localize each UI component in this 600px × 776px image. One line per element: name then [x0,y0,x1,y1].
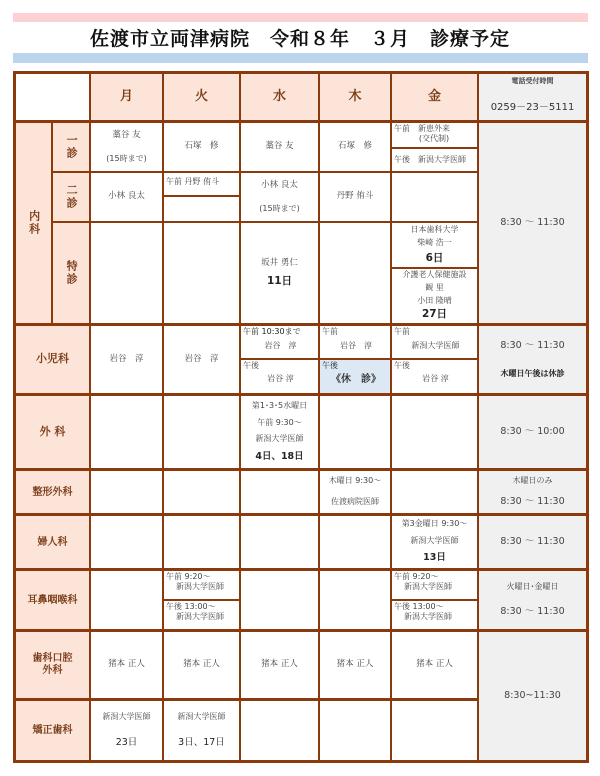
subdept-ichi: 一診 [53,123,89,171]
kyosei-wed [241,701,318,760]
corner-cell [16,74,89,120]
shika-wed: 猪本 正人 [241,632,318,698]
seikei-thu: 木曜日 9:30～ 佐渡病院医師 [320,471,390,513]
naika-toku-mon [91,223,162,323]
naika-ni-mon: 小林 良太 [91,173,162,221]
naika-ichi-mon: 藁谷 友 (15時まで) [91,123,162,171]
dept-fujin: 婦人科 [16,516,89,568]
geka-tue [164,396,239,468]
jibi-thu [320,571,390,629]
geka-wed: 第1･3･5水曜日 午前 9:30～ 新潟大学医師 4日、18日 [241,396,318,468]
geka-mon [91,396,162,468]
naika-toku-thu [320,223,390,323]
naika-ichi-wed: 藁谷 友 [241,123,318,171]
top-pink-bar [13,13,588,22]
shika-hours: 8:30~11:30 [479,632,586,760]
fujin-hours: 8:30 ～ 11:30 [479,516,586,568]
day-header-tue: 火 [164,74,239,120]
shoni-wed-pm: 午後 岩谷 淳 [241,360,318,393]
naika-toku-fri-2: 介護老人保健施設 観 里 小田 隆晴 27日 [392,269,477,323]
jibi-hours: 火曜日･金曜日 8:30 ～ 11:30 [479,571,586,629]
shoni-thu-am: 午前 岩谷 淳 [320,326,390,358]
dept-shika: 歯科口腔 外科 [16,632,89,698]
phone-label: 電話受付時間 [511,77,554,85]
naika-ichi-thu: 石塚 修 [320,123,390,171]
fujin-thu [320,516,390,568]
fujin-mon [91,516,162,568]
jibi-wed [241,571,318,629]
naika-hours: 8:30 ～ 11:30 [479,123,586,323]
schedule-table [13,71,589,763]
shoni-thu-pm-closed: 午後 《休 診》 [320,360,390,393]
dept-kyosei: 矯正歯科 [16,701,89,760]
shoni-fri-pm: 午後 岩谷 淳 [392,360,477,393]
subdept-ni: 二診 [53,173,89,221]
shoni-hours: 8:30 ～ 11:30 木曜日午後は休診 [479,326,586,393]
naika-toku-tue [164,223,239,323]
naika-ni-wed: 小林 良太 (15時まで) [241,173,318,221]
fujin-wed [241,516,318,568]
kyosei-mon: 新潟大学医師 23日 [91,701,162,760]
geka-fri [392,396,477,468]
fujin-tue [164,516,239,568]
day-header-thu: 木 [320,74,390,120]
seikei-fri [392,471,477,513]
jibi-tue-am: 午前 9:20～ 新潟大学医師 [164,571,239,599]
fujin-fri: 第3金曜日 9:30～ 新潟大学医師 13日 [392,516,477,568]
seikei-mon [91,471,162,513]
naika-ichi-fri-am: 午前 新患外来 (交代制) [392,123,477,147]
shoni-fri-am: 午前 新潟大学医師 [392,326,477,358]
shika-tue: 猪本 正人 [164,632,239,698]
kyosei-fri [392,701,477,760]
naika-ni-fri [392,173,477,221]
shoni-tue: 岩谷 淳 [164,326,239,393]
day-header-mon: 月 [91,74,162,120]
page-title: 佐渡市立両津病院 令和８年 ３月 診療予定 [89,28,510,50]
shoni-mon: 岩谷 淳 [91,326,162,393]
day-header-fri: 金 [392,74,477,120]
dept-jibi: 耳鼻咽喉科 [16,571,89,629]
dept-geka: 外 科 [16,396,89,468]
phone-number: 0259－23－5111 [490,102,575,113]
seikei-hours: 木曜日のみ 8:30 ～ 11:30 [479,471,586,513]
shoni-wed-am: 午前 10:30まで 岩谷 淳 [241,326,318,358]
dept-naika: 内科 [16,123,51,323]
jibi-tue-pm: 午後 13:00～ 新潟大学医師 [164,601,239,629]
day-header-wed: 水 [241,74,318,120]
kyosei-thu [320,701,390,760]
seikei-tue [164,471,239,513]
naika-ichi-tue: 石塚 修 [164,123,239,171]
seikei-wed [241,471,318,513]
geka-thu [320,396,390,468]
jibi-fri-pm: 午後 13:00～ 新潟大学医師 [392,601,477,629]
naika-toku-wed: 坂井 勇仁 11日 [241,223,318,323]
subdept-toku: 特診 [53,223,89,323]
title-blue-bar [13,53,588,63]
shika-thu: 猪本 正人 [320,632,390,698]
jibi-fri-am: 午前 9:20～ 新潟大学医師 [392,571,477,599]
shika-fri: 猪本 正人 [392,632,477,698]
shika-mon: 猪本 正人 [91,632,162,698]
kyosei-tue: 新潟大学医師 3日、17日 [164,701,239,760]
naika-ni-tue-am: 午前 丹野 侑斗 [164,173,239,195]
naika-toku-fri-1: 日本歯科大学 柴崎 浩一 6日 [392,223,477,267]
jibi-mon [91,571,162,629]
dept-shoni: 小児科 [16,326,89,393]
naika-ni-tue-pm [164,197,239,221]
naika-ichi-fri-pm: 午後 新潟大学医師 [392,149,477,171]
phone-cell [479,74,586,120]
dept-seikei: 整形外科 [16,471,89,513]
geka-hours: 8:30 ～ 10:00 [479,396,586,468]
naika-ni-thu: 丹野 侑斗 [320,173,390,221]
